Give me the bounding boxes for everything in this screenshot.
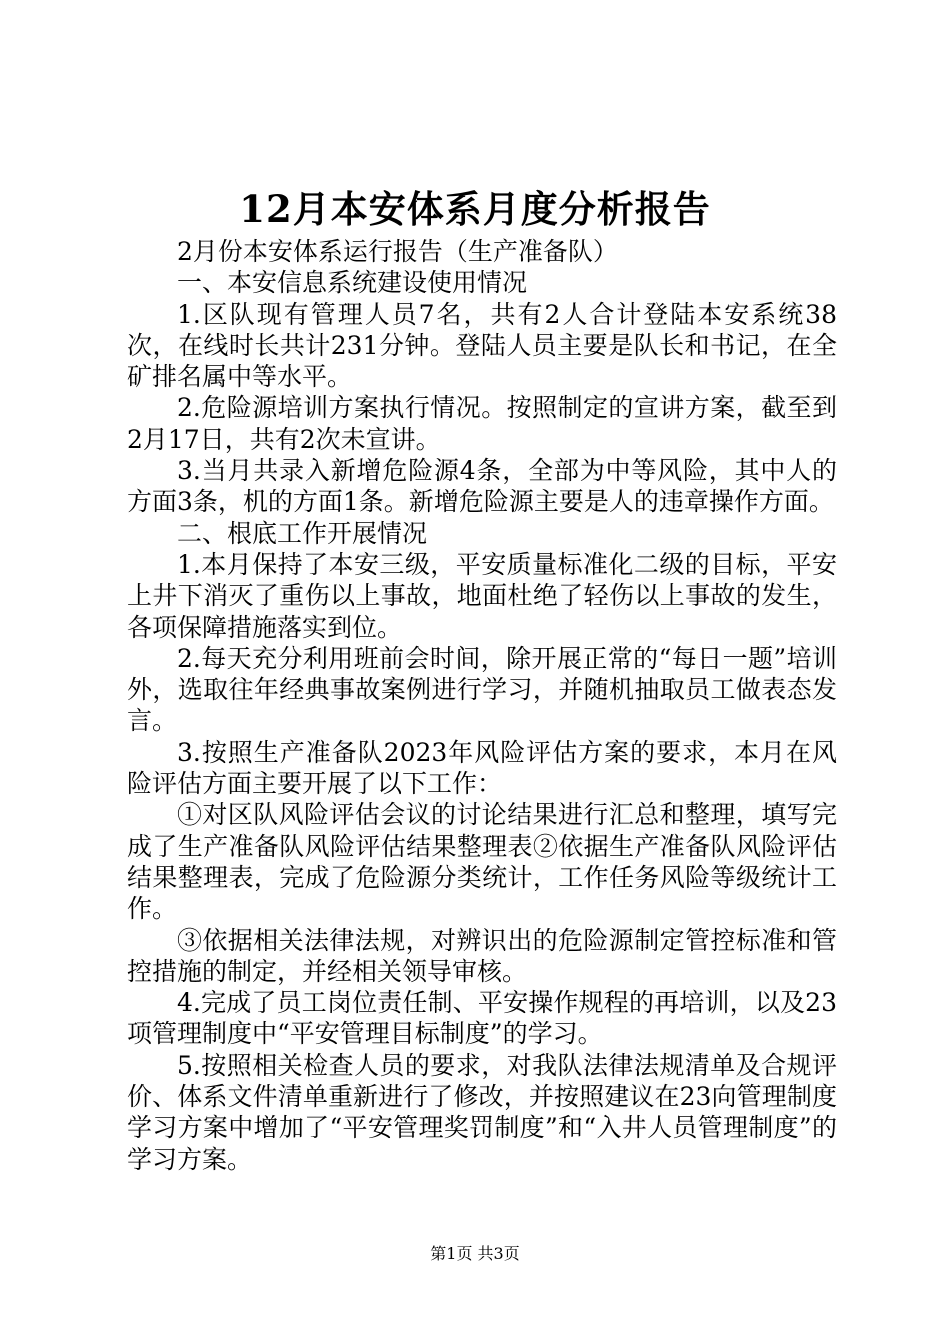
paragraph: 1.本月保持了本安三级，平安质量标准化二级的目标，平安上井下消灭了重伤以上事故，地面杜绝了轻伤以上事故的发生，各项保障措施落实到位。 (127, 549, 837, 642)
paragraph-subtitle: 2月份本安体系运行报告（生产准备队） (177, 237, 618, 266)
page-footer: 第1页 共3页 (430, 1244, 520, 1263)
section-heading: 一、本安信息系统建设使用情况 (177, 268, 528, 298)
document-title: 12月本安体系月度分析报告 (239, 187, 711, 231)
paragraph: 3.当月共录入新增危险源4条，全部为中等风险，其中人的方面3条，机的方面1条。新增危险源主要是人的违章操作方面。 (127, 456, 837, 517)
document-body (127, 236, 837, 1175)
paragraph: 2.每天充分利用班前会时间，除开展正常的“每日一题”培训外，选取往年经典事故案例进行学习，并随机抽取员工做表态发言。 (127, 643, 837, 736)
section-heading: 二、根底工作开展情况 (177, 518, 428, 548)
paragraph: ①对区队风险评估会议的讨论结果进行汇总和整理，填写完成了生产准备队风险评估结果整理表②依据生产准备队风险评估结果整理表，完成了危险源分类统计，工作任务风险等级统计工作。 (127, 800, 837, 924)
paragraph: 1.区队现有管理人员7名，共有2人合计登陆本安系统38次，在线时长共计231分钟。登陆人员主要是队长和书记，在全矿排名属中等水平。 (127, 299, 837, 392)
paragraph: 2.危险源培训方案执行情况。按照制定的宣讲方案，截至到2月17日，共有2次未宣讲。 (127, 393, 837, 454)
paragraph: 3.按照生产准备队2023年风险评估方案的要求，本月在风险评估方面主要开展了以下工作： (127, 737, 837, 799)
paragraph: 4.完成了员工岗位责任制、平安操作规程的再培训，以及23项管理制度中“平安管理目标制度”的学习。 (127, 988, 837, 1049)
paragraph: ③依据相关法律法规，对辨识出的危险源制定管控标准和管控措施的制定，并经相关领导审核。 (127, 925, 837, 986)
paragraph: 5.按照相关检查人员的要求，对我队法律法规清单及合规评价、体系文件清单重新进行了修改，并按照建议在23向管理制度学习方案中增加了“平安管理奖罚制度”和“入井人员管理制度”的学习方案。 (127, 1050, 837, 1174)
